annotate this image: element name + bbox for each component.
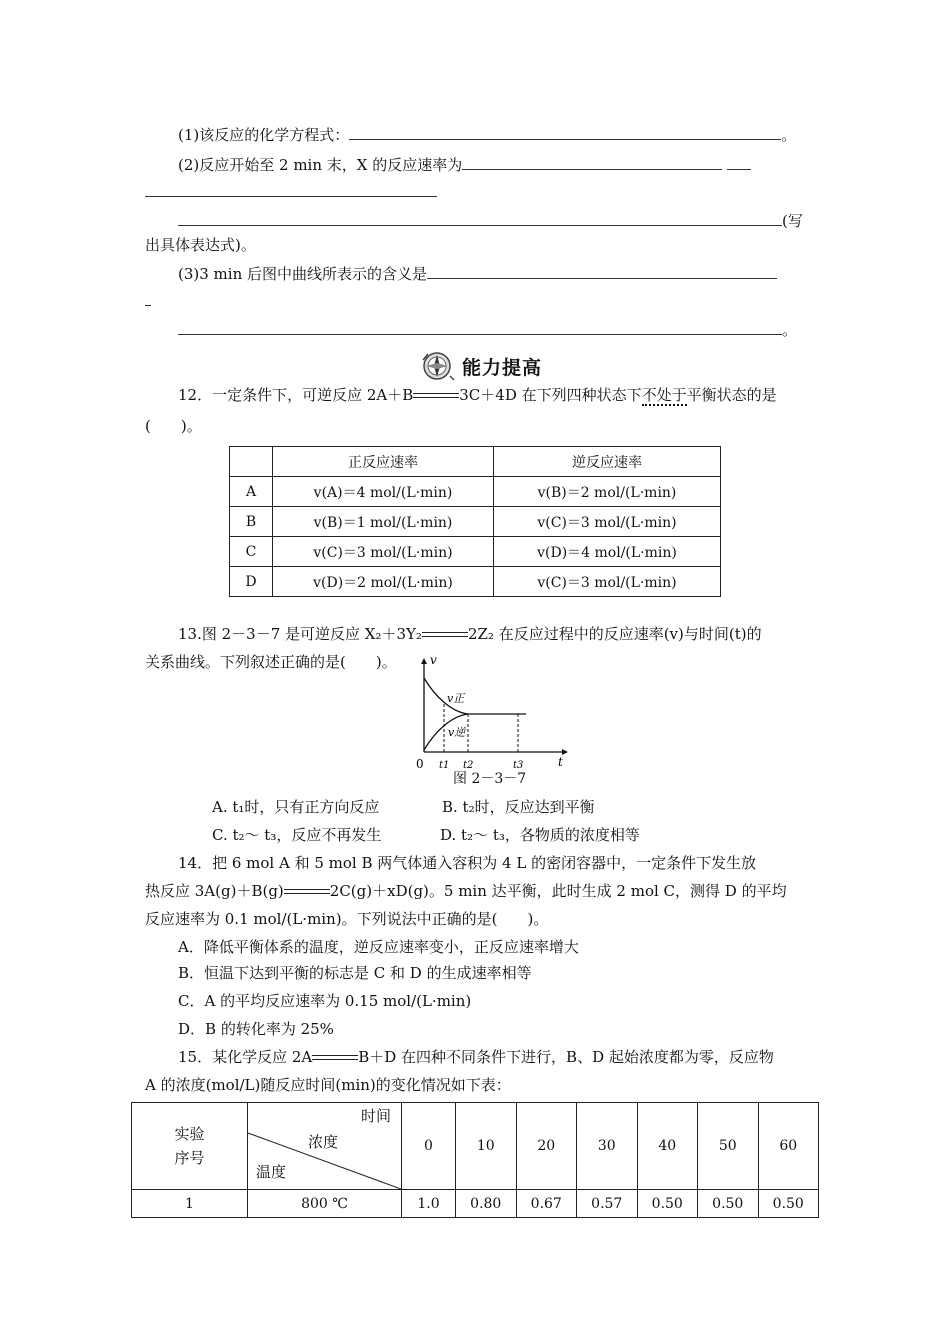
answer-blank[interactable] (178, 320, 782, 335)
time-header: 时间 (360, 1107, 391, 1125)
value-cell: 0.50 (698, 1190, 759, 1218)
value-cell: 0.67 (516, 1190, 577, 1218)
value-cell: 0.50 (758, 1190, 819, 1218)
reverse-rate: v(D)＝4 mol/(L·min) (494, 537, 721, 567)
value-cell: 1.0 (402, 1190, 456, 1218)
q14-line2 (145, 881, 787, 901)
q11-part2-tail: (写 (782, 212, 803, 230)
answer-blank[interactable] (145, 305, 151, 306)
equilibrium-arrow-icon (413, 391, 459, 401)
x-axis-arrow-icon (562, 749, 568, 755)
forward-rate: v(B)＝1 mol/(L·min) (273, 507, 494, 537)
reverse-rate: v(C)＝3 mol/(L·min) (494, 567, 721, 597)
section-heading (420, 350, 542, 382)
option-c: C. t₂～ t₃，反应不再发生 (212, 826, 382, 844)
table-row (132, 1190, 819, 1218)
value-cell: 0.50 (637, 1190, 698, 1218)
table-header-row (230, 447, 721, 477)
forward-rate-curve (424, 678, 526, 714)
option-b: B．恒温下达到平衡的标志是 C 和 D 的生成速率相等 (178, 964, 532, 982)
row-label: B (230, 507, 273, 537)
temp-cell: 800 ℃ (248, 1190, 402, 1218)
forward-rate: v(D)＝2 mol/(L·min) (273, 567, 494, 597)
answer-blank[interactable] (349, 125, 781, 140)
section-title: 能力提高 (462, 356, 543, 379)
equilibrium-arrow-icon (284, 887, 330, 897)
option-a: A．降低平衡体系的温度，逆反应速率变小，正反应速率增大 (178, 938, 579, 956)
time-col: 40 (637, 1103, 698, 1190)
q11-part1 (178, 125, 796, 145)
time-col: 0 (402, 1103, 456, 1190)
value-cell: 0.57 (577, 1190, 638, 1218)
q12-emphasis: 不处于 (641, 386, 687, 404)
q15-line1-a: 15．某化学反应 2A (178, 1048, 313, 1066)
forward-rate: v(A)＝4 mol/(L·min) (273, 477, 494, 507)
reverse-rate: v(C)＝3 mol/(L·min) (494, 507, 721, 537)
option-c: C．A 的平均反应速率为 0.15 mol/(L·min) (178, 992, 472, 1010)
q11-part1-end: 。 (781, 126, 797, 144)
answer-blank[interactable] (145, 182, 437, 197)
q12-answer-parens: ( )。 (145, 417, 202, 435)
q15-line1 (178, 1047, 774, 1067)
q13-stem-a: 13.图 2－3－7 是可逆反应 X₂＋3Y₂ (178, 625, 422, 643)
compass-badge-icon (420, 350, 456, 382)
q12-stem (178, 385, 777, 405)
row-label: C (230, 537, 273, 567)
equilibrium-arrow-icon (422, 630, 468, 640)
answer-blank[interactable] (178, 211, 782, 226)
tick-label: t2 (463, 760, 474, 771)
reverse-rate: v(B)＝2 mol/(L·min) (494, 477, 721, 507)
table-cell (230, 447, 273, 477)
option-b: B. t₂时，反应达到平衡 (442, 798, 595, 816)
seq-header-line2: 序号 (174, 1149, 205, 1167)
q13-stem (178, 624, 762, 644)
forward-curve-label: v正 (447, 692, 465, 705)
reverse-curve-label: v逆 (448, 726, 466, 739)
q14-line1: 14．把 6 mol A 和 5 mol B 两气体通入容积为 4 L 的密闭容器中，一定条件下发生放 (178, 854, 757, 872)
q11-part1-text: (1)该反应的化学方程式： (178, 126, 350, 144)
q11-part2-tail2: 出具体表达式)。 (145, 236, 256, 254)
answer-blank[interactable] (462, 155, 722, 170)
q13-stem-2: 关系曲线。下列叙述正确的是( )。 (145, 653, 397, 671)
q13-figure (410, 650, 580, 785)
q11-part3-line2 (178, 320, 797, 340)
time-col: 50 (698, 1103, 759, 1190)
row-label: D (230, 567, 273, 597)
q15-line1-b: B＋D 在四种不同条件下进行，B、D 起始浓度都为零，反应物 (358, 1048, 774, 1066)
y-axis-label: v (430, 653, 437, 667)
y-axis-arrow-icon (421, 658, 427, 664)
q11-part3-text: (3)3 min 后图中曲线所表示的含义是 (178, 265, 428, 283)
seq-header-line1: 实验 (174, 1125, 205, 1143)
time-col: 10 (456, 1103, 517, 1190)
q11-part3 (178, 264, 777, 284)
q14-line2-b: 2C(g)＋xD(g)。5 min 达平衡，此时生成 2 mol C，测得 D 的平均 (329, 882, 787, 900)
time-col: 20 (516, 1103, 577, 1190)
table-header: 正反应速率 (273, 447, 494, 477)
q14-line2-a: 热反应 3A(g)＋B(g) (145, 882, 284, 900)
value-cell: 0.80 (456, 1190, 517, 1218)
q14-line3: 反应速率为 0.1 mol/(L·min)。下列说法中正确的是( )。 (145, 910, 549, 928)
q11-part2-text: (2)反应开始至 2 min 末，X 的反应速率为 (178, 156, 463, 174)
tick-label: t1 (439, 760, 450, 771)
time-col: 30 (577, 1103, 638, 1190)
tick-label: t3 (513, 760, 524, 771)
q11-part2-line2 (178, 211, 803, 231)
origin-label: 0 (416, 757, 424, 771)
option-a: A. t₁时，只有正方向反应 (212, 798, 380, 816)
table-header-row (132, 1103, 819, 1190)
table-header: 逆反应速率 (494, 447, 721, 477)
q12-table (229, 446, 721, 597)
forward-rate: v(C)＝3 mol/(L·min) (273, 537, 494, 567)
figure-caption: 图 2－3－7 (453, 771, 527, 787)
q11-part3-end: 。 (782, 321, 798, 339)
option-d: D．B 的转化率为 25% (178, 1020, 334, 1038)
diagonal-header (248, 1103, 402, 1190)
q13-stem-b: 2Z₂ 在反应过程中的反应速率(v)与时间(t)的 (467, 625, 762, 643)
answer-blank[interactable] (427, 264, 777, 279)
row-label: A (230, 477, 273, 507)
q12-stem-b: 3C＋4D 在下列四种状态下 (459, 386, 642, 404)
q12-stem-a: 12．一定条件下，可逆反应 2A＋B (178, 386, 414, 404)
q11-part2 (178, 155, 751, 175)
option-d: D. t₂～ t₃，各物质的浓度相等 (440, 826, 640, 844)
x-axis-label: t (558, 755, 563, 769)
time-col: 60 (758, 1103, 819, 1190)
conc-header: 浓度 (308, 1133, 339, 1151)
answer-blank[interactable] (727, 155, 751, 170)
q15-table (131, 1102, 819, 1218)
equilibrium-arrow-icon (312, 1053, 358, 1063)
temp-header: 温度 (256, 1163, 287, 1181)
table-row (230, 477, 721, 507)
q15-line2: A 的浓度(mol/L)随反应时间(min)的变化情况如下表： (145, 1076, 511, 1094)
seq-cell: 1 (132, 1190, 248, 1218)
table-row (230, 537, 721, 567)
table-row (230, 507, 721, 537)
q12-stem-c: 平衡状态的是 (686, 386, 777, 404)
seq-header (132, 1103, 248, 1190)
table-row (230, 567, 721, 597)
